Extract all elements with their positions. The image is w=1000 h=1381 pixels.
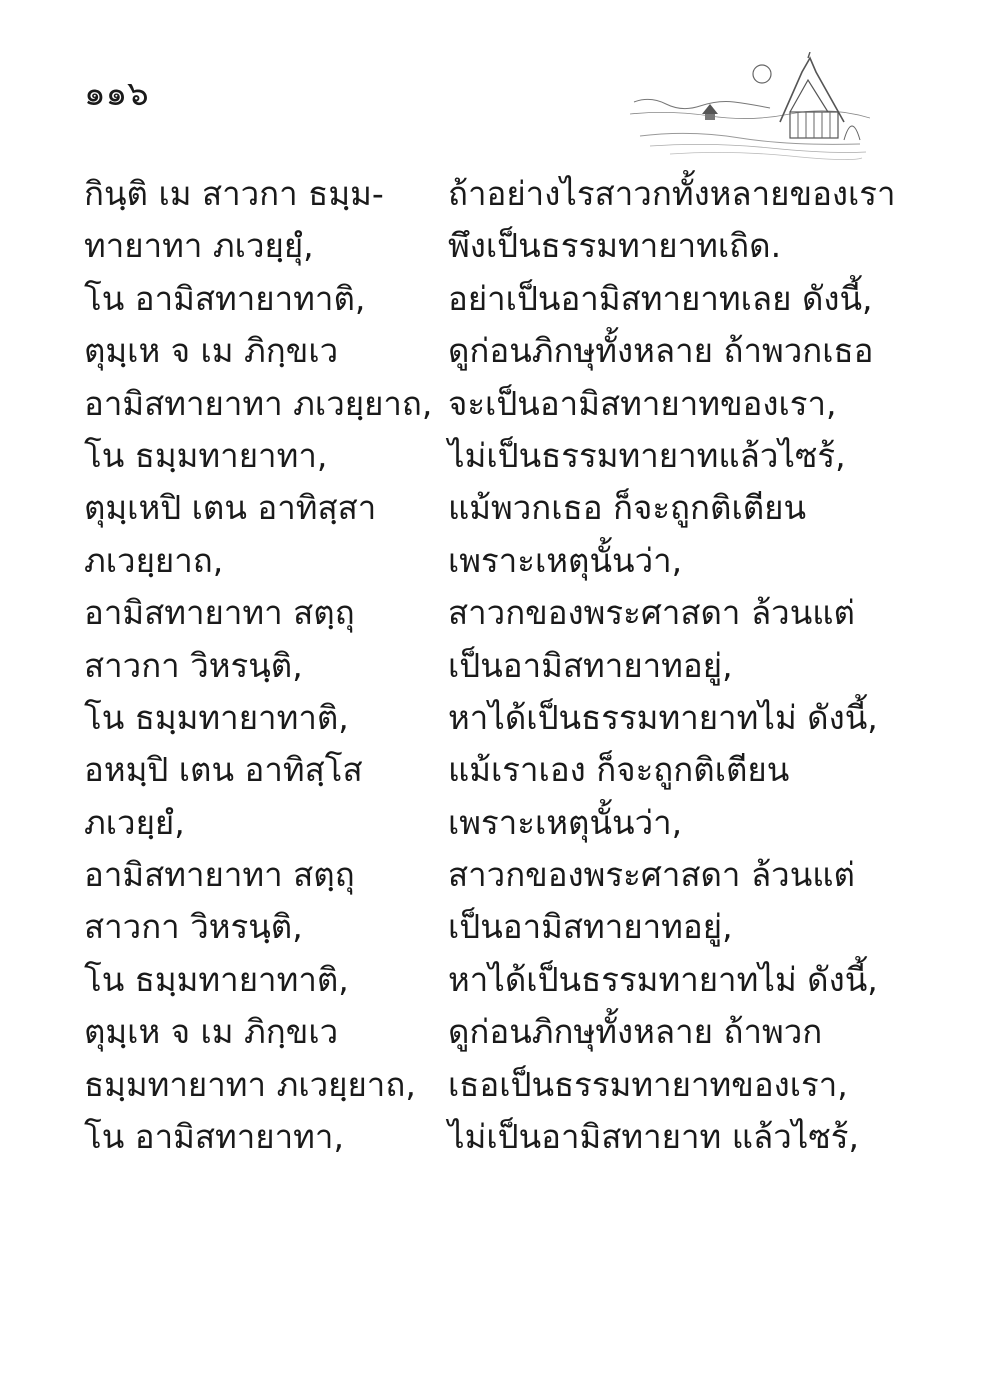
pali-line: โน ธมฺมทายาทาติ, — [84, 959, 349, 999]
verse-row — [0, 168, 1000, 220]
verse-row — [0, 744, 1000, 796]
verse-row — [0, 220, 1000, 272]
verse-row — [0, 587, 1000, 639]
verse-row — [0, 692, 1000, 744]
thai-translation-line: ไม่เป็นอามิสทายาท แล้วไซร้, — [448, 1117, 860, 1157]
verse-row — [0, 797, 1000, 849]
thai-translation-line: ถ้าอย่างไรสาวกทั้งหลายของเรา — [448, 174, 896, 213]
page-number: ๑๑๖ — [84, 74, 149, 114]
pali-line: โน อามิสทายาทา, — [84, 1117, 344, 1157]
thai-translation-line: เป็นอามิสทายาทอยู่, — [448, 645, 733, 685]
thai-translation-line: หาได้เป็นธรรมทายาทไม่ ดังนี้, — [448, 697, 878, 737]
verse-row — [0, 1006, 1000, 1058]
thai-translation-line: สาวกของพระศาสดา ล้วนแต่ — [448, 593, 855, 633]
verse-row — [0, 378, 1000, 430]
thai-translation-line: ดูก่อนภิกษุทั้งหลาย ถ้าพวก — [448, 1012, 823, 1052]
verse-row — [0, 273, 1000, 325]
pali-line: โน อามิสทายาทาติ, — [84, 278, 366, 318]
pali-line: ทายาทา ภเวยฺยุํ, — [84, 226, 314, 266]
pali-line: สาวกา วิหรนฺติ, — [84, 907, 303, 947]
pali-line: อามิสทายาทา สตฺถุ — [84, 855, 355, 895]
verse-row — [0, 325, 1000, 377]
pali-line: โน ธมฺมทายาทา, — [84, 435, 328, 475]
thai-translation-line: อย่าเป็นอามิสทายาทเลย ดังนี้, — [448, 278, 873, 318]
pali-line: อามิสทายาทา ภเวยฺยาถ, — [84, 383, 433, 423]
pali-line: โน ธมฺมทายาทาติ, — [84, 697, 349, 737]
thai-translation-line: เพราะเหตุนั้นว่า, — [448, 802, 683, 842]
thai-translation-line: พึงเป็นธรรมทายาทเถิด. — [448, 226, 782, 266]
pali-line: อหมฺปิ เตน อาทิสฺโส — [84, 750, 363, 790]
thai-translation-line: ดูก่อนภิกษุทั้งหลาย ถ้าพวกเธอ — [448, 331, 874, 371]
verse-row — [0, 901, 1000, 953]
pali-line: ตุมฺเห จ เม ภิกฺขเว — [84, 1012, 339, 1052]
pali-line: กินฺติ เม สาวกา ธมฺม- — [84, 174, 384, 213]
verse-row — [0, 1059, 1000, 1111]
pali-line: สาวกา วิหรนฺติ, — [84, 645, 303, 685]
pali-line: ธมฺมทายาทา ภเวยฺยาถ, — [84, 1064, 416, 1104]
verse-list — [0, 168, 1000, 1163]
pali-line: ภเวยฺยํ, — [84, 802, 185, 842]
thai-translation-line: แม้พวกเธอ ก็จะถูกติเตียน — [448, 488, 807, 528]
temple-landscape-icon — [630, 52, 870, 162]
verse-row — [0, 954, 1000, 1006]
thai-translation-line: เพราะเหตุนั้นว่า, — [448, 540, 683, 580]
verse-row — [0, 535, 1000, 587]
pali-line: อามิสทายาทา สตฺถุ — [84, 593, 355, 633]
thai-translation-line: เธอเป็นธรรมทายาทของเรา, — [448, 1064, 848, 1104]
verse-row — [0, 1111, 1000, 1163]
thai-translation-line: จะเป็นอามิสทายาทของเรา, — [448, 383, 837, 423]
verse-row — [0, 849, 1000, 901]
thai-translation-line: หาได้เป็นธรรมทายาทไม่ ดังนี้, — [448, 959, 878, 999]
pali-line: ตุมฺเหปิ เตน อาทิสฺสา — [84, 488, 377, 528]
pali-line: ตุมฺเห จ เม ภิกฺขเว — [84, 331, 339, 371]
verse-row — [0, 430, 1000, 482]
thai-translation-line: แม้เราเอง ก็จะถูกติเตียน — [448, 750, 790, 790]
verse-row — [0, 640, 1000, 692]
thai-translation-line: เป็นอามิสทายาทอยู่, — [448, 907, 733, 947]
verse-row — [0, 482, 1000, 534]
pali-line: ภเวยฺยาถ, — [84, 540, 224, 580]
thai-translation-line: ไม่เป็นธรรมทายาทแล้วไซร้, — [448, 435, 846, 475]
thai-translation-line: สาวกของพระศาสดา ล้วนแต่ — [448, 855, 855, 895]
